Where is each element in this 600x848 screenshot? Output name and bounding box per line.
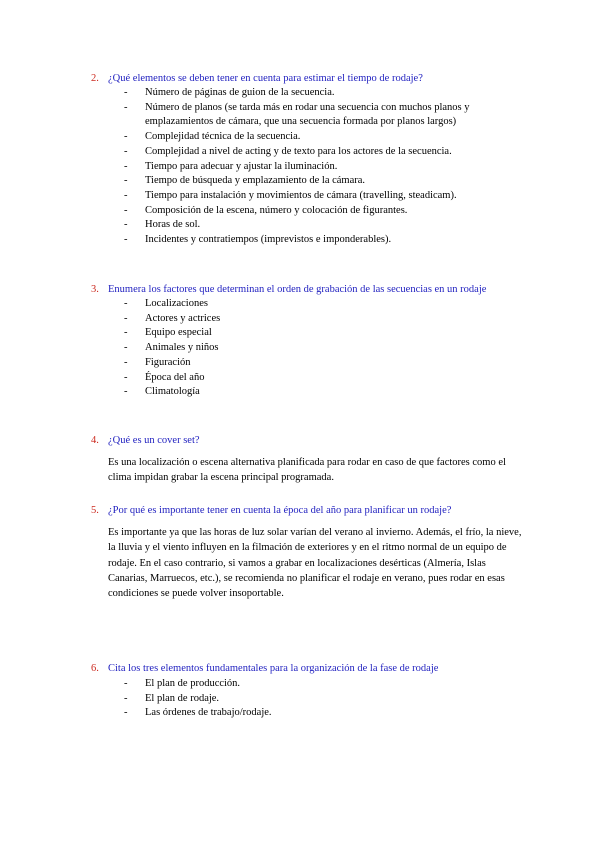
question-3	[91, 283, 486, 297]
list-item: - Tiempo de búsqueda y emplazamiento de la cámara.	[124, 175, 366, 187]
question-6-list	[124, 677, 501, 721]
question-number: 6.	[91, 663, 99, 674]
answer-text: Es una localización o escena alternativa planificada para rodar en caso de que factores como el clima impidan grabar la escena principal programada.	[108, 457, 506, 484]
list-item: - Climatología	[124, 386, 200, 398]
question-number: 4.	[91, 435, 99, 446]
list-item: - El plan de rodaje.	[124, 692, 220, 704]
question-number: 3.	[91, 284, 99, 295]
question-2-list	[124, 86, 501, 248]
question-text: Cita los tres elementos fundamentales para la organización de la fase de rodaje	[108, 663, 439, 674]
list-item: - Tiempo para adecuar y ajustar la iluminación.	[124, 160, 338, 172]
list-item: - Número de páginas de guion de la secuencia.	[124, 87, 335, 98]
question-text: ¿Qué es un cover set?	[108, 435, 200, 446]
question-6	[91, 662, 438, 676]
question-3-list	[124, 297, 501, 400]
question-2	[91, 72, 423, 86]
question-text: ¿Por qué es importante tener en cuenta la época del año para planificar un rodaje?	[108, 505, 452, 516]
question-number: 5.	[91, 505, 99, 516]
list-item: - Complejidad a nivel de acting y de texto para los actores de la secuencia.	[124, 145, 452, 157]
question-5	[91, 504, 451, 518]
list-item: - Incidentes y contratiempos (imprevistos e imponderables).	[124, 234, 392, 246]
list-item: - Número de planos (se tarda más en rodar una secuencia con muchos planos y emplazamientos de cámara, que una secuencia formada por planos largos)	[124, 101, 470, 128]
list-item: - Equipo especial	[124, 327, 212, 339]
list-item: - Localizaciones	[124, 298, 208, 309]
list-item: - Época del año	[124, 371, 205, 383]
list-item: - Horas de sol.	[124, 219, 201, 231]
list-item: - Actores y actrices	[124, 312, 221, 324]
list-item: - El plan de producción.	[124, 678, 241, 689]
question-text: ¿Qué elementos se deben tener en cuenta para estimar el tiempo de rodaje?	[108, 73, 423, 84]
list-item: - Animales y niños	[124, 342, 219, 354]
list-item: - Tiempo para instalación y movimientos de cámara (travelling, steadicam).	[124, 189, 457, 201]
list-item: - Composición de la escena, número y colocación de figurantes.	[124, 204, 408, 216]
list-item: - Figuración	[124, 356, 191, 368]
list-item: - Complejidad técnica de la secuencia.	[124, 131, 301, 143]
answer-text: Es importante ya que las horas de luz solar varían del verano al invierno. Además, el frío, la nieve, la lluvia y el viento influyen en la filmación de exteriores y en el ritmo normal de un equipo de rodaje. En el caso contrario, si vamos a grabar en localizaciones desérticas (Almería, Islas Canarias, Marruecos, etc.), se recomienda no planificar el rodaje en verano, pues rodar en esas condiciones se puede volver insoportable.	[108, 527, 522, 600]
question-text: Enumera los factores que determinan el orden de grabación de las secuencias en un rodaje	[108, 284, 487, 295]
question-number: 2.	[91, 73, 99, 84]
question-4	[91, 434, 200, 448]
list-item: - Las órdenes de trabajo/rodaje.	[124, 707, 272, 719]
